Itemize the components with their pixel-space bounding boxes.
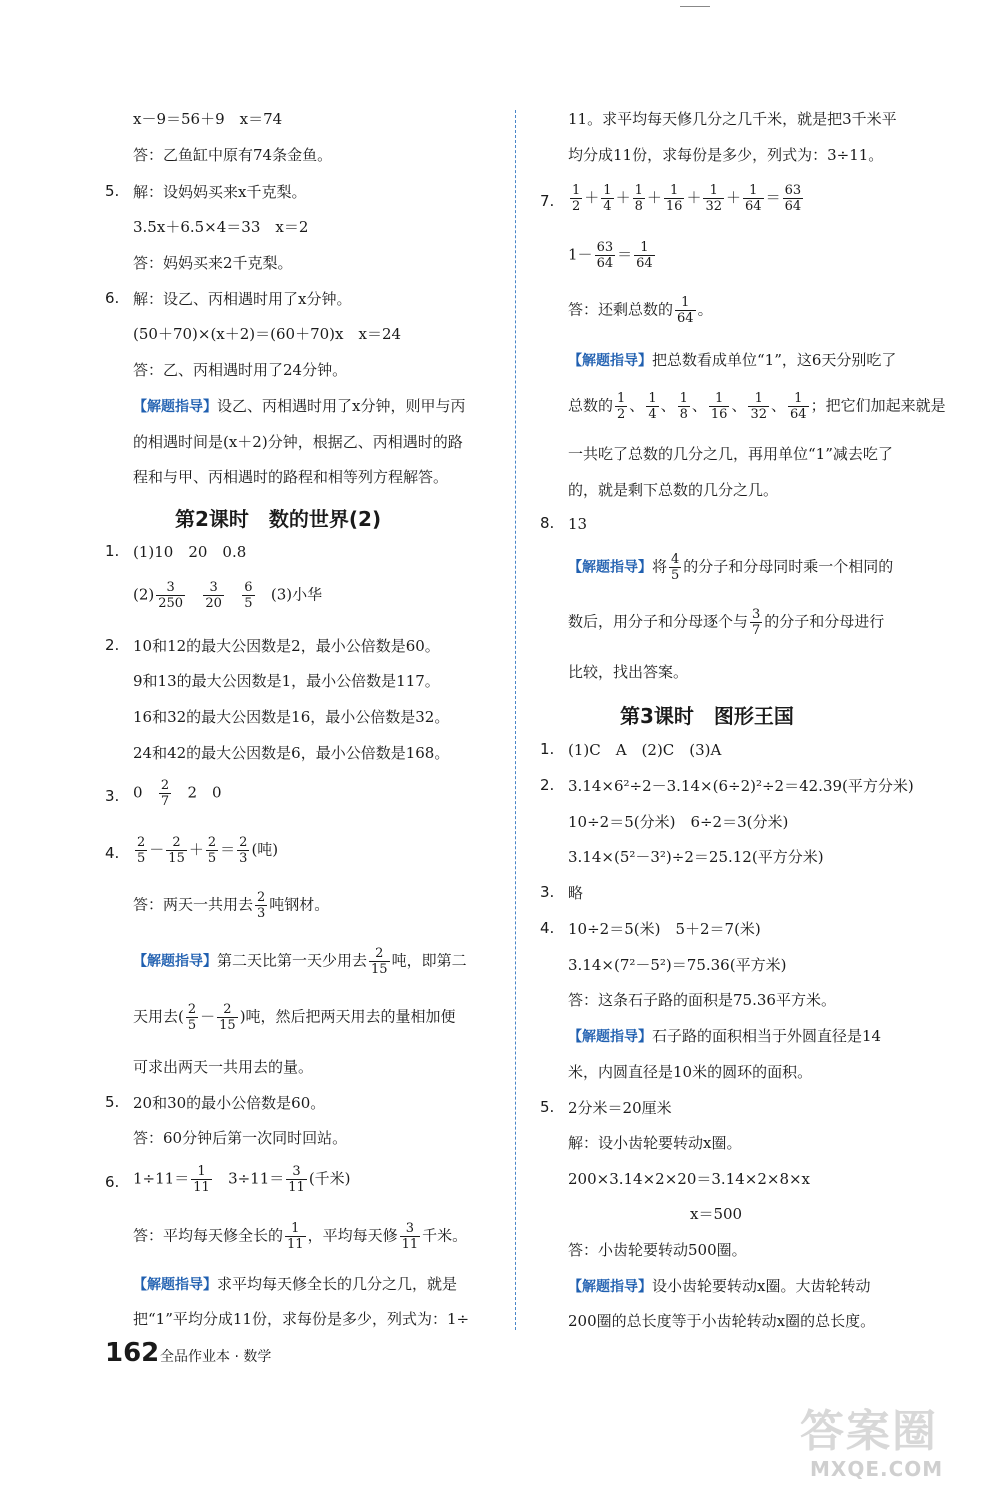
numerator: 1	[788, 391, 809, 407]
operator: ＝	[617, 245, 633, 264]
numerator: 1	[617, 391, 626, 406]
denominator: 3	[257, 906, 266, 921]
text: 第二天比第一天少用去	[217, 951, 368, 970]
tip-label: 【解题指导】	[568, 1029, 652, 1045]
numerator: 63	[596, 240, 614, 255]
denominator: 16	[665, 199, 683, 214]
tip-line: 把“1”平均分成11份，求每份是多少，列式为：1÷	[133, 1310, 470, 1328]
tip-line	[133, 946, 467, 977]
numerator: 1	[675, 295, 696, 311]
tip-line: 比较，找出答案。	[568, 663, 689, 681]
tip-line	[568, 1026, 881, 1047]
tip-text: 设乙、丙相遇时用了x分钟，则甲与丙	[217, 397, 466, 415]
numerator: 1	[748, 391, 769, 407]
tip-line: 程和与甲、丙相遇时的路程和相等列方程解答。	[133, 468, 449, 486]
text: 吨，即第二	[391, 951, 467, 970]
denominator: 3	[239, 851, 248, 866]
answer-line: 解：设小齿轮要转动x圈。	[568, 1134, 742, 1152]
numerator: 1	[679, 391, 688, 406]
answer-line	[133, 1164, 351, 1195]
tip-label: 【解题指导】	[568, 353, 652, 369]
question-number: 1.	[105, 542, 120, 560]
fraction	[748, 391, 769, 422]
fraction	[206, 835, 218, 866]
column-divider	[515, 110, 516, 1330]
denominator: 32	[750, 407, 768, 422]
fraction	[203, 580, 224, 611]
top-mark	[680, 0, 710, 7]
text: 答：平均每天修全长的	[133, 1226, 284, 1245]
numerator: 3	[752, 607, 761, 622]
answer-line: 3.14×(7²－5²)＝75.36(平方米)	[568, 956, 787, 974]
denominator: 16	[710, 407, 728, 422]
text: ；把它们加起来就是	[810, 396, 946, 415]
answer-line	[568, 240, 657, 271]
tip-line	[568, 350, 896, 371]
answer-line: (50＋70)×(x＋2)＝(60＋70)x x＝24	[133, 325, 402, 343]
fraction	[675, 295, 696, 326]
operator: ＝	[220, 840, 236, 859]
tip-text: 石子路的面积相当于外圆直径是14	[652, 1027, 882, 1045]
text: 3÷11＝	[228, 1169, 285, 1188]
tip-line: 的相遇时间是(x＋2)分钟，根据乙、丙相遇时的路	[133, 433, 463, 451]
denominator: 5	[244, 596, 253, 611]
denominator: 20	[205, 596, 222, 611]
text: 天用去(	[133, 1007, 184, 1026]
fraction	[286, 1164, 307, 1195]
answer-line: 200×3.14×2×20＝3.14×2×8×x	[568, 1170, 811, 1188]
answer-line: (1)10 20 0.8	[133, 543, 247, 561]
answer-line: 24和42的最大公因数是6，最小公倍数是168。	[133, 744, 450, 762]
question-number: 5.	[105, 182, 120, 200]
answer-line: 3.5x＋6.5×4＝33 x＝2	[133, 218, 309, 236]
tip-line	[133, 396, 465, 417]
numerator: 4	[671, 552, 680, 567]
fraction	[615, 391, 627, 422]
text: 总数的	[568, 396, 614, 415]
tip-line: 均分成11份，求每份是多少，列式为：3÷11。	[568, 146, 884, 164]
numerator: 1	[634, 240, 655, 256]
question-number: 6.	[105, 1173, 120, 1191]
numerator: 2	[369, 946, 390, 962]
numerator: 2	[257, 890, 266, 905]
fraction	[369, 946, 390, 977]
answer-line	[133, 890, 329, 921]
tip-line: 一共吃了总数的几分之几，再用单位“1”减去吃了	[568, 445, 893, 463]
numerator: 6	[244, 580, 253, 595]
section-heading: 第3课时 图形王国	[620, 704, 794, 728]
tip-line: 可求出两天一共用去的量。	[133, 1058, 314, 1076]
fraction	[255, 890, 267, 921]
text: 答：两天一共用去	[133, 895, 254, 914]
separator: 、	[731, 396, 747, 415]
operator: ＋	[584, 188, 600, 207]
text: 数后，用分子和分母逐个与	[568, 612, 749, 631]
fraction	[646, 391, 658, 422]
answer-line: 16和32的最大公因数是16，最小公倍数是32。	[133, 708, 450, 726]
tip-line	[568, 1276, 870, 1297]
answer-line: 10÷2＝5(分米) 6÷2＝3(分米)	[568, 813, 789, 831]
tip-label: 【解题指导】	[568, 1279, 652, 1295]
text: ，平均每天修	[307, 1226, 398, 1245]
answer-line: 答：60分钟后第一次同时回站。	[133, 1129, 348, 1147]
question-number: 7.	[540, 192, 555, 210]
answer-line: 答：乙鱼缸中原有74条金鱼。	[133, 146, 333, 164]
question-number: 2.	[105, 636, 120, 654]
numerator: 63	[784, 183, 802, 198]
operator: ＋	[188, 840, 204, 859]
text: (3)小华	[270, 585, 323, 604]
denominator: 8	[634, 199, 643, 214]
book-title: 全品作业本 · 数学	[160, 1349, 272, 1365]
denominator: 8	[679, 407, 688, 422]
separator: 、	[691, 396, 707, 415]
tip-line: 米，内圆直径是10米的圆环的面积。	[568, 1063, 813, 1081]
text: )吨，然后把两天用去的量相加便	[239, 1007, 456, 1026]
fraction	[750, 607, 762, 638]
fraction	[242, 580, 254, 611]
tip-label: 【解题指导】	[133, 953, 217, 970]
tip-text: 把总数看成单位“1”，这6天分别吃了	[652, 351, 897, 369]
denominator: 11	[193, 1180, 210, 1195]
fraction	[678, 391, 690, 422]
text: 千米。	[422, 1226, 468, 1245]
denominator: 11	[287, 1237, 304, 1252]
numerator: 1	[703, 183, 724, 199]
fraction	[570, 183, 582, 214]
denominator: 32	[705, 199, 722, 214]
numerator: 1	[634, 183, 643, 198]
fraction	[788, 391, 809, 422]
answer-line	[133, 778, 222, 809]
answer-line: 解：设乙、丙相遇时用了x分钟。	[133, 290, 352, 308]
operator: ＋	[615, 188, 631, 207]
fraction	[237, 835, 249, 866]
tip-line	[133, 1002, 456, 1033]
tip-line: 的，就是剩下总数的几分之几。	[568, 481, 779, 499]
answer-line	[133, 835, 278, 866]
answer-line: 答：这条石子路的面积是75.36平方米。	[568, 991, 836, 1009]
tip-line	[568, 607, 884, 638]
answer-line: 答：小齿轮要转动500圈。	[568, 1241, 747, 1259]
fraction	[135, 835, 147, 866]
numerator: 3	[156, 580, 185, 596]
denominator: 11	[288, 1180, 305, 1195]
watermark-url: MXQE.COM	[810, 1457, 944, 1481]
numerator: 3	[203, 580, 224, 596]
fraction	[159, 778, 171, 809]
denominator: 2	[617, 407, 626, 422]
fraction	[783, 183, 804, 214]
denominator: 15	[168, 851, 185, 866]
separator: 、	[660, 396, 676, 415]
tip-line	[133, 1274, 457, 1295]
unit: (千米)	[308, 1169, 351, 1188]
answer-line: 略	[568, 884, 584, 902]
denominator: 4	[603, 199, 612, 214]
operator: ＋	[646, 188, 662, 207]
denominator: 4	[648, 407, 657, 422]
operator: －	[149, 840, 165, 859]
numerator: 2	[217, 1002, 238, 1018]
operator: ＝	[765, 188, 781, 207]
question-number: 4.	[105, 844, 120, 862]
answer-line: 10和12的最大公因数是2，最小公倍数是60。	[133, 637, 440, 655]
answer-line: 3.14×6²÷2－3.14×(6÷2)²÷2＝42.39(平方分米)	[568, 777, 914, 795]
question-number: 6.	[105, 289, 120, 307]
numerator: 1	[664, 183, 685, 199]
denominator: 11	[401, 1237, 419, 1252]
text: 的分子和分母同时乘一个相同的	[683, 557, 894, 576]
fraction	[285, 1221, 306, 1252]
answer-line: 3.14×(5²－3²)÷2＝25.12(平方分米)	[568, 848, 824, 866]
denominator: 64	[790, 407, 807, 422]
denominator: 5	[207, 851, 217, 866]
numerator: 2	[207, 835, 217, 850]
answer-line: 9和13的最大公因数是1，最小公倍数是117。	[133, 672, 440, 690]
denominator: 5	[671, 568, 680, 583]
tip-text: 设小齿轮要转动x圈。大齿轮转动	[652, 1277, 871, 1295]
fraction	[191, 1164, 212, 1195]
answer-line: 2分米＝20厘米	[568, 1099, 672, 1117]
text: 将	[652, 557, 668, 576]
text: 1	[568, 245, 578, 264]
tip-text: 求平均每天修全长的几分之几，就是	[217, 1275, 458, 1293]
numerator: 2	[187, 1002, 197, 1017]
page-number: 162	[105, 1338, 160, 1368]
question-number: 1.	[540, 740, 555, 758]
numerator: 1	[648, 391, 657, 406]
answer-line: 答：妈妈买来2千克梨。	[133, 254, 293, 272]
text: (2)	[133, 585, 155, 604]
watermark-logo	[800, 1395, 944, 1481]
fraction	[703, 183, 724, 214]
question-number: 8.	[540, 514, 555, 532]
question-number: 3.	[540, 883, 555, 901]
fraction	[400, 1221, 421, 1252]
denominator: 2	[572, 199, 581, 214]
numerator: 2	[239, 835, 248, 850]
denominator: 5	[137, 851, 146, 866]
denominator: 64	[636, 256, 653, 271]
text: 答：还剩总数的	[568, 300, 674, 319]
numerator: 3	[286, 1164, 307, 1180]
answer-line: (1)C A (2)C (3)A	[568, 741, 722, 759]
numerator: 3	[400, 1221, 421, 1237]
answer-line	[133, 1221, 467, 1252]
tip-label: 【解题指导】	[133, 399, 217, 415]
separator: 、	[629, 396, 645, 415]
unit: (吨)	[251, 840, 279, 859]
fraction	[156, 580, 185, 611]
answer-line: 解：设妈妈买来x千克梨。	[133, 183, 307, 201]
denominator: 7	[752, 623, 761, 638]
text: 。	[697, 300, 713, 319]
tip-line	[568, 391, 946, 422]
separator: 、	[771, 396, 787, 415]
question-number: 4.	[540, 919, 555, 937]
watermark-text: 答案圈	[800, 1406, 938, 1457]
text: 的分子和分母进行	[764, 612, 885, 631]
text: 2 0	[187, 783, 222, 802]
denominator: 15	[371, 962, 388, 977]
answer-line: 13	[568, 515, 588, 533]
numerator: 2	[137, 835, 146, 850]
fraction	[186, 1002, 198, 1033]
denominator: 64	[677, 311, 694, 326]
operator: －	[577, 245, 593, 264]
denominator: 250	[158, 596, 184, 611]
fraction	[595, 240, 616, 271]
tip-label: 【解题指导】	[133, 1277, 217, 1293]
operator: ＋	[726, 188, 742, 207]
question-number: 3.	[105, 787, 120, 805]
denominator: 7	[160, 794, 170, 809]
fraction	[633, 183, 645, 214]
fraction	[217, 1002, 238, 1033]
question-number: 5.	[105, 1093, 120, 1111]
fraction	[669, 552, 681, 583]
denominator: 64	[596, 256, 614, 271]
tip-line: 200圈的总长度等于小齿轮转动x圈的总长度。	[568, 1312, 876, 1330]
fraction	[664, 183, 685, 214]
denominator: 64	[745, 199, 762, 214]
numerator: 1	[285, 1221, 306, 1237]
tip-line	[568, 552, 893, 583]
denominator: 5	[187, 1018, 197, 1033]
answer-line: 10÷2＝5(米) 5＋2＝7(米)	[568, 920, 761, 938]
text: 0	[133, 783, 143, 802]
answer-line	[568, 295, 713, 326]
denominator: 64	[784, 199, 802, 214]
numerator: 2	[166, 835, 187, 851]
answer-line	[568, 183, 805, 214]
numerator: 2	[160, 778, 170, 793]
text: 吨钢材。	[269, 895, 330, 914]
answer-line: x－9＝56＋9 x＝74	[133, 110, 283, 128]
fraction	[601, 183, 613, 214]
numerator: 1	[603, 183, 612, 198]
tip-label: 【解题指导】	[568, 559, 652, 576]
fraction	[634, 240, 655, 271]
numerator: 1	[572, 183, 581, 198]
section-heading: 第2课时 数的世界(2)	[175, 507, 382, 531]
fraction	[743, 183, 764, 214]
operator: －	[200, 1007, 216, 1026]
text: 1÷11＝	[133, 1169, 190, 1188]
denominator: 15	[219, 1018, 236, 1033]
tip-line: 11。求平均每天修几分之几千米，就是把3千米平	[568, 110, 897, 128]
answer-line: 20和30的最小公倍数是60。	[133, 1094, 326, 1112]
numerator: 1	[191, 1164, 212, 1180]
answer-line: 答：乙、丙相遇时用了24分钟。	[133, 361, 348, 379]
fraction	[709, 391, 730, 422]
fraction	[166, 835, 187, 866]
answer-line: x＝500	[690, 1205, 743, 1223]
question-number: 5.	[540, 1098, 555, 1116]
operator: ＋	[686, 188, 702, 207]
numerator: 1	[709, 391, 730, 407]
question-number: 2.	[540, 776, 555, 794]
answer-line	[133, 580, 322, 611]
numerator: 1	[743, 183, 764, 199]
